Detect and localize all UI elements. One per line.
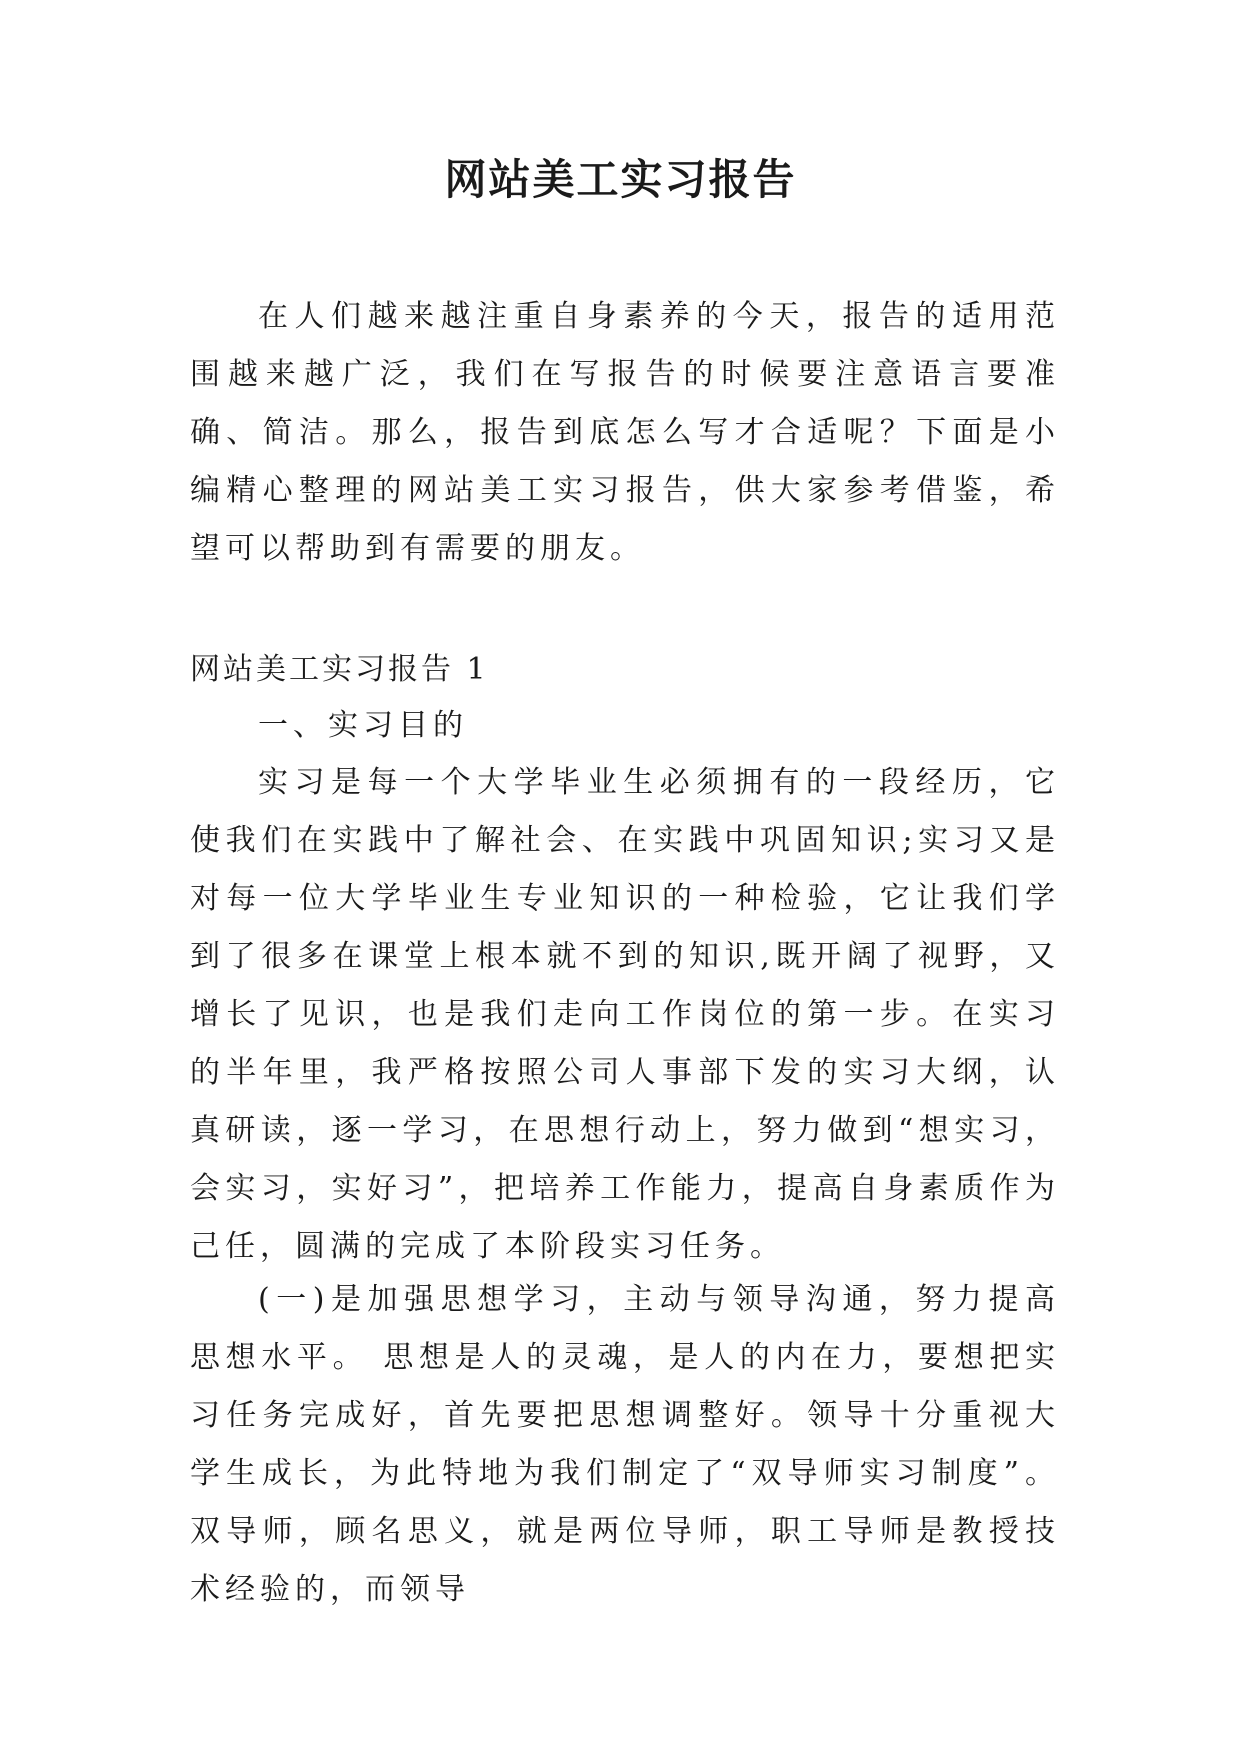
document-title: 网站美工实习报告 bbox=[444, 155, 797, 204]
intro-paragraph: 在人们越来越注重自身素养的今天，报告的适用范围越来越广泛，我们在写报告的时候要注意语言要准确、简洁。那么，报告到底怎么写才合适呢？下面是小编精心整理的网站美工实习报告，供大家参考借鉴，希望可以帮助到有需要的朋友。 bbox=[190, 299, 1060, 566]
section-heading: 网站美工实习报告 1 bbox=[190, 652, 489, 687]
body-paragraph: 实习是每一个大学毕业生必须拥有的一段经历，它使我们在实践中了解社会、在实践中巩固知识;实习又是对每一位大学毕业生专业知识的一种检验，它让我们学到了很多在课堂上根本就不到的知识,既开阔了视野，又增长了见识，也是我们走向工作岗位的第一步。在实习的半年里，我严格按照公司人事部下发的实习大纲，认真研读，逐一学习，在思想行动上，努力做到“想实习，会实习，实好习”，把培养工作能力，提高自身素质作为己任，圆满的完成了本阶段实习任务。 bbox=[190, 765, 1060, 1264]
sub-heading: 一、实习目的 bbox=[258, 708, 468, 743]
body-paragraph: (一)是加强思想学习，主动与领导沟通，努力提高思想水平。 思想是人的灵魂，是人的内在力，要想把实习任务完成好，首先要把思想调整好。领导十分重视大学生成长，为此特地为我们制定了“双导师实习制度”。双导师，顾名思义，就是两位导师，职工导师是教授技术经验的，而领导 bbox=[190, 1282, 1060, 1607]
